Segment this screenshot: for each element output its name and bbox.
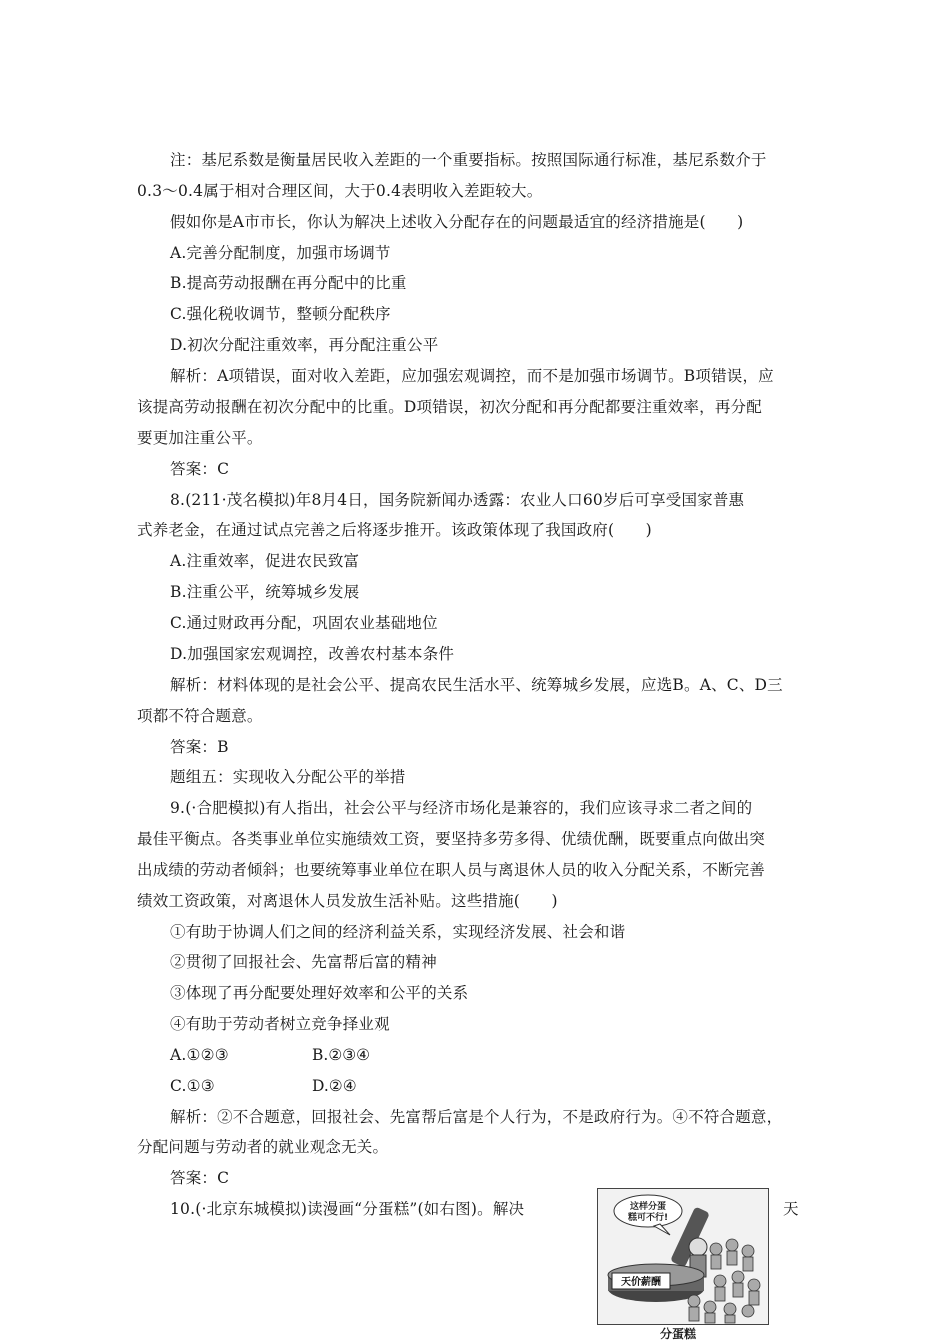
question-8-stem-2: 式养老金，在通过试点完善之后将逐步推开。该政策体现了我国政府( ) [137,521,652,539]
svg-text:天价薪酬: 天价薪酬 [621,1277,661,1288]
question-9-stem-3: 出成绩的劳动者倾斜；也要统筹事业单位在职人员与离退休人员的收入分配关系，不断完善 [137,861,766,879]
cartoon-illustration [598,1189,768,1324]
note-line-2: 0.3～0.4属于相对合理区间，大于0.4表明收入差距较大。 [137,182,543,200]
question-10-stem: 10.(·北京东城模拟)读漫画“分蛋糕”(如右图)。解决 [170,1200,525,1218]
question-7-stem: 假如你是A市市长，你认为解决上述收入分配存在的问题最适宜的经济措施是( ) [170,213,744,231]
q8-option-c: C.通过财政再分配，巩固农业基础地位 [170,614,438,632]
note-line-1: 注：基尼系数是衡量居民收入差距的一个重要指标。按照国际通行标准，基尼系数介于 [170,151,767,169]
cartoon-cake-image [597,1188,769,1325]
q7-answer: 答案：C [170,460,230,478]
q8-option-d: D.加强国家宏观调控，改善农村基本条件 [170,645,455,663]
q9-statement-2: ②贯彻了回报社会、先富帮后富的精神 [170,953,437,971]
q9-option-d: D.②④ [312,1077,357,1095]
question-9-stem-4: 绩效工资政策，对离退休人员发放生活补贴。这些措施( ) [137,892,558,910]
q7-analysis-3: 要更加注重公平。 [137,429,263,447]
q9-option-b: B.②③④ [312,1046,371,1064]
q8-analysis-2: 项都不符合题意。 [137,707,263,725]
section-heading: 题组五：实现收入分配公平的举措 [170,768,406,786]
q8-analysis-1: 解析：材料体现的是社会公平、提高农民生活水平、统筹城乡发展，应选B。A、C、D三 [170,676,783,694]
q9-option-a: A.①②③ [170,1046,229,1064]
q7-option-b: B.提高劳动报酬在再分配中的比重 [170,274,407,292]
q9-statement-1: ①有助于协调人们之间的经济利益关系，实现经济发展、社会和谐 [170,923,626,941]
svg-text:糕可不行!: 糕可不行! [627,1213,669,1223]
q7-option-c: C.强化税收调节，整顿分配秩序 [170,305,391,323]
svg-text:这样分蛋: 这样分蛋 [629,1202,667,1212]
q7-option-a: A.完善分配制度，加强市场调节 [170,244,391,262]
question-8-stem-1: 8.(211·茂名模拟)年8月4日，国务院新闻办透露：农业人口60岁后可享受国家普惠 [170,491,745,509]
question-9-stem-1: 9.(·合肥模拟)有人指出，社会公平与经济市场化是兼容的，我们应该寻求二者之间的 [170,799,753,817]
q9-option-c: C.①③ [170,1077,215,1095]
question-9-stem-2: 最佳平衡点。各类事业单位实施绩效工资，要坚持多劳多得、优绩优酬，既要重点向做出突 [137,830,766,848]
q8-option-a: A.注重效率，促进农民致富 [170,552,360,570]
q9-analysis-1: 解析：②不合题意，回报社会、先富帮后富是个人行为，不是政府行为。④不符合题意， [170,1108,783,1126]
q9-analysis-2: 分配问题与劳动者的就业观念无关。 [137,1138,389,1156]
q7-analysis-1: 解析：A项错误，面对收入差距，应加强宏观调控，而不是加强市场调节。B项错误，应 [170,367,774,385]
q8-option-b: B.注重公平，统筹城乡发展 [170,583,360,601]
q9-answer: 答案：C [170,1169,230,1187]
q9-statement-3: ③体现了再分配要处理好效率和公平的关系 [170,984,469,1002]
q7-analysis-2: 该提高劳动报酬在初次分配中的比重。D项错误，初次分配和再分配都要注重效率，再分配 [137,398,762,416]
q7-option-d: D.初次分配注重效率，再分配注重公平 [170,336,439,354]
q8-answer: 答案：B [170,738,229,756]
cartoon-caption: 分蛋糕 [660,1327,697,1341]
question-10-trailing: 天 [783,1200,799,1218]
q9-statement-4: ④有助于劳动者树立竞争择业观 [170,1015,390,1033]
